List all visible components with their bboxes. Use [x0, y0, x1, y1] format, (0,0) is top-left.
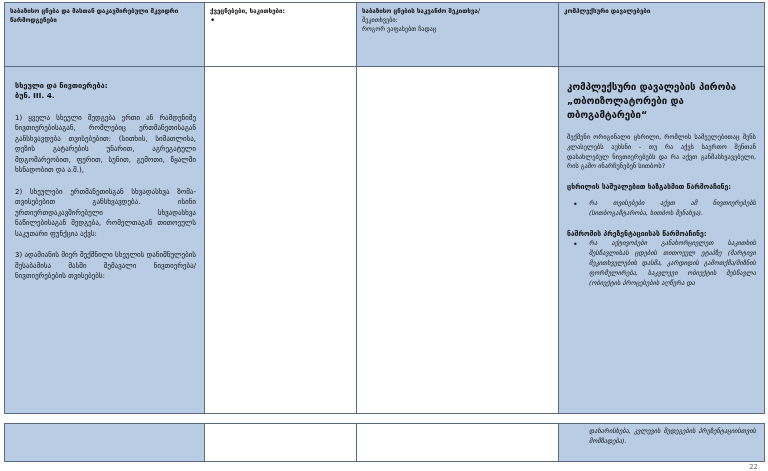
header-cell-subconcepts	[205, 3, 357, 67]
page-number: 22	[749, 463, 758, 471]
task-continued-text: დახარისხება, კვლევის შედეგების პრეზენტაციისთვის მომზადება).	[589, 427, 756, 446]
content-row	[5, 67, 765, 414]
header-concept-text: საბაზისო ცნება და მასთან დაკავშირებული მკვიდრი წარმოდგენები	[10, 8, 179, 24]
continuation-key-question-cell	[357, 424, 559, 462]
header-cell-complex-tasks	[559, 3, 765, 67]
header-subconcepts-text: ქვეცნებები, საკითხები:	[210, 8, 285, 15]
concept-cell	[5, 67, 205, 414]
header-complex-tasks-text: კომპლექსური დავალებები	[564, 8, 651, 15]
concept-paragraph-3: 3) ადამიანის მიერ შექმნილი სხეულის დანიშნულების შესაბამისა მასში შემავალი ნივთიერება/ნივთიერებების თვისებებს:	[15, 251, 196, 281]
task-description: შექმენი ორიგინალი ცხრილი, რომლის სამეულებითაც შენს კლასელებს აუხსნი - თუ რა აქვს საერთო შენთან დასახლებულ ნივთიერებებს და რა აქვთ განმასხვავებელი, რის გამო ინარჩუნებენ სითბოს?	[567, 132, 756, 171]
curriculum-table	[4, 2, 764, 414]
concept-standard-code: ბუნ. III. 4.	[15, 91, 55, 101]
subconcepts-cell	[205, 67, 357, 414]
continuation-subconcepts-cell	[205, 424, 357, 462]
task-table-heading: ცხრილის საშუალებით ხაზგასმით წარმოაჩინე:	[567, 183, 732, 192]
task-presentation-heading: ნაშრომის პრეზენტაციისას წარმოაჩინე:	[567, 229, 707, 238]
header-subconcepts-bullet: •	[210, 15, 216, 26]
continuation-table	[4, 423, 764, 462]
key-question-cell	[357, 67, 559, 414]
task-presentation-list	[567, 239, 756, 289]
header-cell-concept	[5, 3, 205, 67]
concept-title: სხეული და ნივთიერება:	[15, 81, 108, 90]
continuation-row	[5, 424, 765, 462]
continuation-task-cell	[559, 424, 765, 462]
header-key-question-line3: როგორ ვაფასებთ ჩადაც	[362, 25, 437, 33]
complex-task-cell	[559, 67, 765, 414]
task-table-list	[567, 199, 756, 219]
task-table-bullet: • რა თვისებები აქვთ ამ ნივთიერებებს (სითბოგამტარობა, სითბოს შენახვა).	[567, 199, 756, 219]
header-key-question-line2: შეკითხვები:	[362, 16, 398, 24]
concept-paragraph-2: 2) სხეულები ერთმანეთისგან სხვადასხვა ზომა-თვისებებით განსხვავდება. ისინი ურთიერთდაკავშირებული სხვადასხვა ნაწილებისაგან შედგება, რომელთაგან თითოეულს საკუთარი ფუნქცია აქვს:	[15, 187, 196, 238]
concept-paragraph-1: 1) ყველა სხეული შედგება ერთი ან რამდენიმე ნივთიერებისაგან, რომლებიც ერთმანეთისაგან განსხვავდება თვისებებით: (სითხის, სიმათლისა, დეზის გატარების უნარით, აგრეგატული მდგომარეობით, ფერით, სუნით, გემოთი, წყალში ხსნადობით და ა.შ.),	[15, 113, 196, 175]
continuation-concept-cell	[5, 424, 205, 462]
header-row	[5, 3, 765, 67]
task-title: კომპლექსური დავალების პირობა „თბოიზოლატორები და თბოგამტარები“	[567, 82, 737, 121]
header-key-question-title: საბაზისო ცნების საკვანძო შეკითხვა/	[362, 8, 481, 15]
header-cell-key-question	[357, 3, 559, 67]
task-presentation-bullet: • რა აქტივობები განახორციელეთ საკითხის შესწავლისას ცდების თითოეულ ეტაპზე (მარტივი მეკითხველების დასმა, კარდიდის გამოთქმა/მიზნის ფორმულირება, საკვლევი ობიექტის შესწავლა (ობიექტის პროცესების აღწერა და	[567, 239, 756, 289]
